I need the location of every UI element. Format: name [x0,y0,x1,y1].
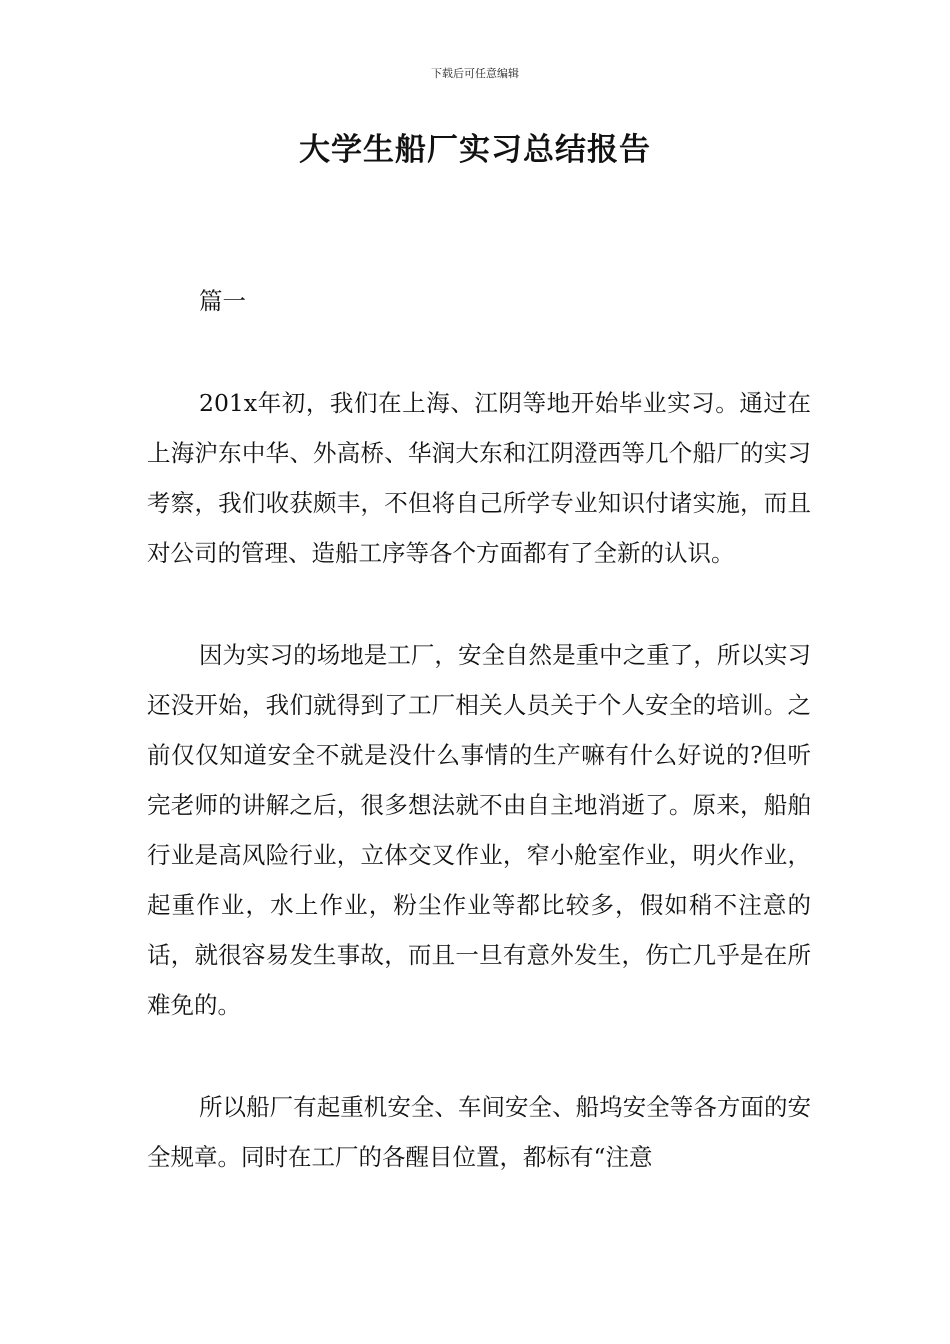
paragraph-2: 因为实习的场地是工厂，安全自然是重中之重了，所以实习还没开始，我们就得到了工厂相关人员关于个人安全的培训。之前仅仅知道安全不就是没什么事情的生产嘛有什么好说的?但听完老师的讲解之后，很多想法就不由自主地消逝了。原来，船舶行业是高风险行业，立体交叉作业，窄小舱室作业，明火作业，起重作业，水上作业，粉尘作业等都比较多，假如稍不注意的话，就很容易发生事故，而且一旦有意外发生，伤亡几乎是在所难免的。 [147,641,811,1019]
paragraph-3: 所以船厂有起重机安全、车间安全、船坞安全等各方面的安全规章。同时在工厂的各醒目位置，都标有“注意 [147,1093,811,1171]
document-body [147,276,811,1182]
page-header-note: 下载后可任意编辑 [431,67,519,80]
section-label: 篇一 [199,287,246,315]
paragraph-1: 201x年初，我们在上海、江阴等地开始毕业实习。通过在上海沪东中华、外高桥、华润大东和江阴澄西等几个船厂的实习考察，我们收获颇丰，不但将自己所学专业知识付诸实施，而且对公司的管理、造船工序等各个方面都有了全新的认识。 [147,389,811,567]
document-title: 大学生船厂实习总结报告 [299,132,651,168]
